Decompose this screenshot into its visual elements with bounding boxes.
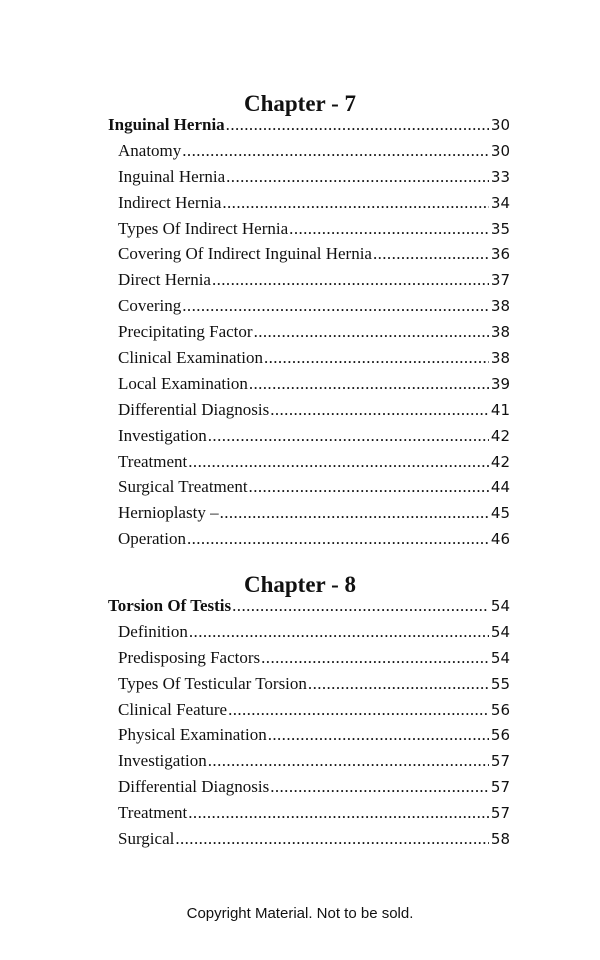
toc-entry-title: Types Of Indirect Hernia	[118, 218, 289, 238]
chapter-7-title: Chapter - 7	[243, 91, 356, 116]
toc-entry-title: Operation	[118, 529, 186, 549]
toc-page-number: 44	[490, 478, 510, 497]
toc-page-number: 38	[490, 323, 510, 342]
toc-entry-title: Definition	[118, 621, 188, 641]
toc-entry[interactable]	[108, 622, 510, 648]
toc-entry-title: Differential Diagnosis	[118, 777, 270, 797]
dot-leader	[308, 674, 489, 694]
toc-main-entry[interactable]	[108, 115, 510, 141]
dot-leader	[373, 244, 489, 264]
dot-leader	[226, 167, 489, 187]
toc-entry[interactable]	[108, 244, 510, 270]
dot-leader	[175, 829, 489, 849]
toc-entry[interactable]	[108, 503, 510, 529]
toc-page-number: 30	[490, 141, 510, 160]
chapter-8-title: Chapter - 8	[243, 572, 356, 597]
toc-entry-title: Clinical Feature	[118, 699, 228, 719]
toc-page-number: 30	[490, 116, 510, 134]
toc-entry[interactable]	[108, 374, 510, 400]
toc-entry[interactable]	[108, 400, 510, 426]
toc-entry[interactable]	[108, 296, 510, 322]
toc-page-number: 54	[490, 648, 510, 667]
dot-leader	[249, 374, 489, 394]
dot-leader	[220, 503, 489, 523]
toc-entry[interactable]	[108, 674, 510, 700]
dot-leader	[232, 596, 489, 616]
toc-entry-title: Direct Hernia	[118, 270, 211, 290]
dot-leader	[222, 193, 489, 213]
toc-entry[interactable]	[108, 219, 510, 245]
toc-entry[interactable]	[108, 452, 510, 478]
dot-leader	[249, 477, 489, 497]
dot-leader	[182, 296, 489, 316]
toc-entry[interactable]	[108, 167, 510, 193]
toc-entry-title: Anatomy	[118, 140, 182, 160]
toc-entry[interactable]	[108, 141, 510, 167]
toc-entry-title: Local Examination	[118, 373, 248, 393]
toc-page-number: 42	[490, 452, 510, 471]
toc-page-number: 38	[490, 349, 510, 368]
toc-entry-title: Precipitating Factor	[118, 322, 253, 342]
toc-entry[interactable]	[108, 803, 510, 829]
toc-entry[interactable]	[108, 777, 510, 803]
dot-leader	[270, 777, 489, 797]
toc-entry-title: Surgical Treatment	[118, 477, 248, 497]
toc-entry-title: Torsion Of Testis	[108, 596, 232, 615]
toc-entry-title: Predisposing Factors	[118, 647, 261, 667]
toc-page-number: 37	[490, 271, 510, 290]
dot-leader	[261, 648, 489, 668]
toc-entry-title: Indirect Hernia	[118, 192, 222, 212]
toc-page-number: 58	[490, 830, 510, 849]
toc-entry[interactable]	[108, 751, 510, 777]
toc-page-number: 54	[490, 622, 510, 641]
dot-leader	[212, 270, 489, 290]
toc-entry-title: Surgical	[118, 829, 175, 849]
dot-leader	[182, 141, 489, 161]
dot-leader	[226, 115, 489, 135]
toc-page-number: 46	[490, 530, 510, 549]
toc-page-number: 34	[490, 193, 510, 212]
toc-entry-title: Treatment	[118, 451, 188, 471]
toc-page-number: 33	[490, 167, 510, 186]
dot-leader	[208, 426, 489, 446]
toc-entry[interactable]	[108, 426, 510, 452]
dot-leader	[254, 322, 489, 342]
toc-entry-title: Inguinal Hernia	[118, 166, 226, 186]
toc-entry-title: Covering	[118, 296, 182, 316]
toc-entry-title: Covering Of Indirect Inguinal Hernia	[118, 244, 372, 264]
toc-entry-title: Investigation	[118, 751, 207, 771]
dot-leader	[264, 348, 489, 368]
toc-entry[interactable]	[108, 270, 510, 296]
toc-entry-title: Hernioplasty –	[118, 503, 219, 523]
toc-entry[interactable]	[108, 829, 510, 855]
dot-leader	[208, 751, 489, 771]
toc-main-entry[interactable]	[108, 596, 510, 622]
toc-page-number: 55	[490, 674, 510, 693]
toc-entry-title: Inguinal Hernia	[108, 115, 225, 134]
toc-entry[interactable]	[108, 193, 510, 219]
toc-page-number: 56	[490, 726, 510, 745]
toc-entry-title: Investigation	[118, 425, 207, 445]
toc-page-number: 57	[490, 804, 510, 823]
dot-leader	[289, 219, 489, 239]
chapter-8-toc	[108, 596, 510, 855]
toc-entry-title: Types Of Testicular Torsion	[118, 673, 307, 693]
dot-leader	[228, 700, 489, 720]
dot-leader	[188, 452, 489, 472]
dot-leader	[268, 725, 489, 745]
toc-page-number: 45	[490, 504, 510, 523]
toc-page-number: 42	[490, 426, 510, 445]
toc-entry-title: Physical Examination	[118, 725, 267, 745]
toc-entry[interactable]	[108, 725, 510, 751]
dot-leader	[270, 400, 489, 420]
toc-page-number: 57	[490, 752, 510, 771]
toc-entry[interactable]	[108, 648, 510, 674]
dot-leader	[189, 622, 489, 642]
toc-page-number: 39	[490, 374, 510, 393]
toc-page-number: 35	[490, 219, 510, 238]
toc-entry[interactable]	[108, 529, 510, 555]
toc-page-number: 36	[490, 245, 510, 264]
copyright-footer: Copyright Material. Not to be sold.	[186, 905, 414, 922]
toc-entry[interactable]	[108, 477, 510, 503]
toc-entry[interactable]	[108, 700, 510, 726]
toc-page-number: 56	[490, 700, 510, 719]
dot-leader	[188, 803, 489, 823]
toc-page-number: 38	[490, 297, 510, 316]
toc-entry-title: Treatment	[118, 803, 188, 823]
toc-page-number: 41	[490, 400, 510, 419]
toc-entry[interactable]	[108, 322, 510, 348]
toc-entry-title: Differential Diagnosis	[118, 399, 270, 419]
toc-page-number: 54	[490, 597, 510, 615]
toc-entry-title: Clinical Examination	[118, 348, 263, 368]
chapter-7-toc	[108, 115, 510, 555]
dot-leader	[187, 529, 489, 549]
toc-page-number: 57	[490, 778, 510, 797]
toc-entry[interactable]	[108, 348, 510, 374]
